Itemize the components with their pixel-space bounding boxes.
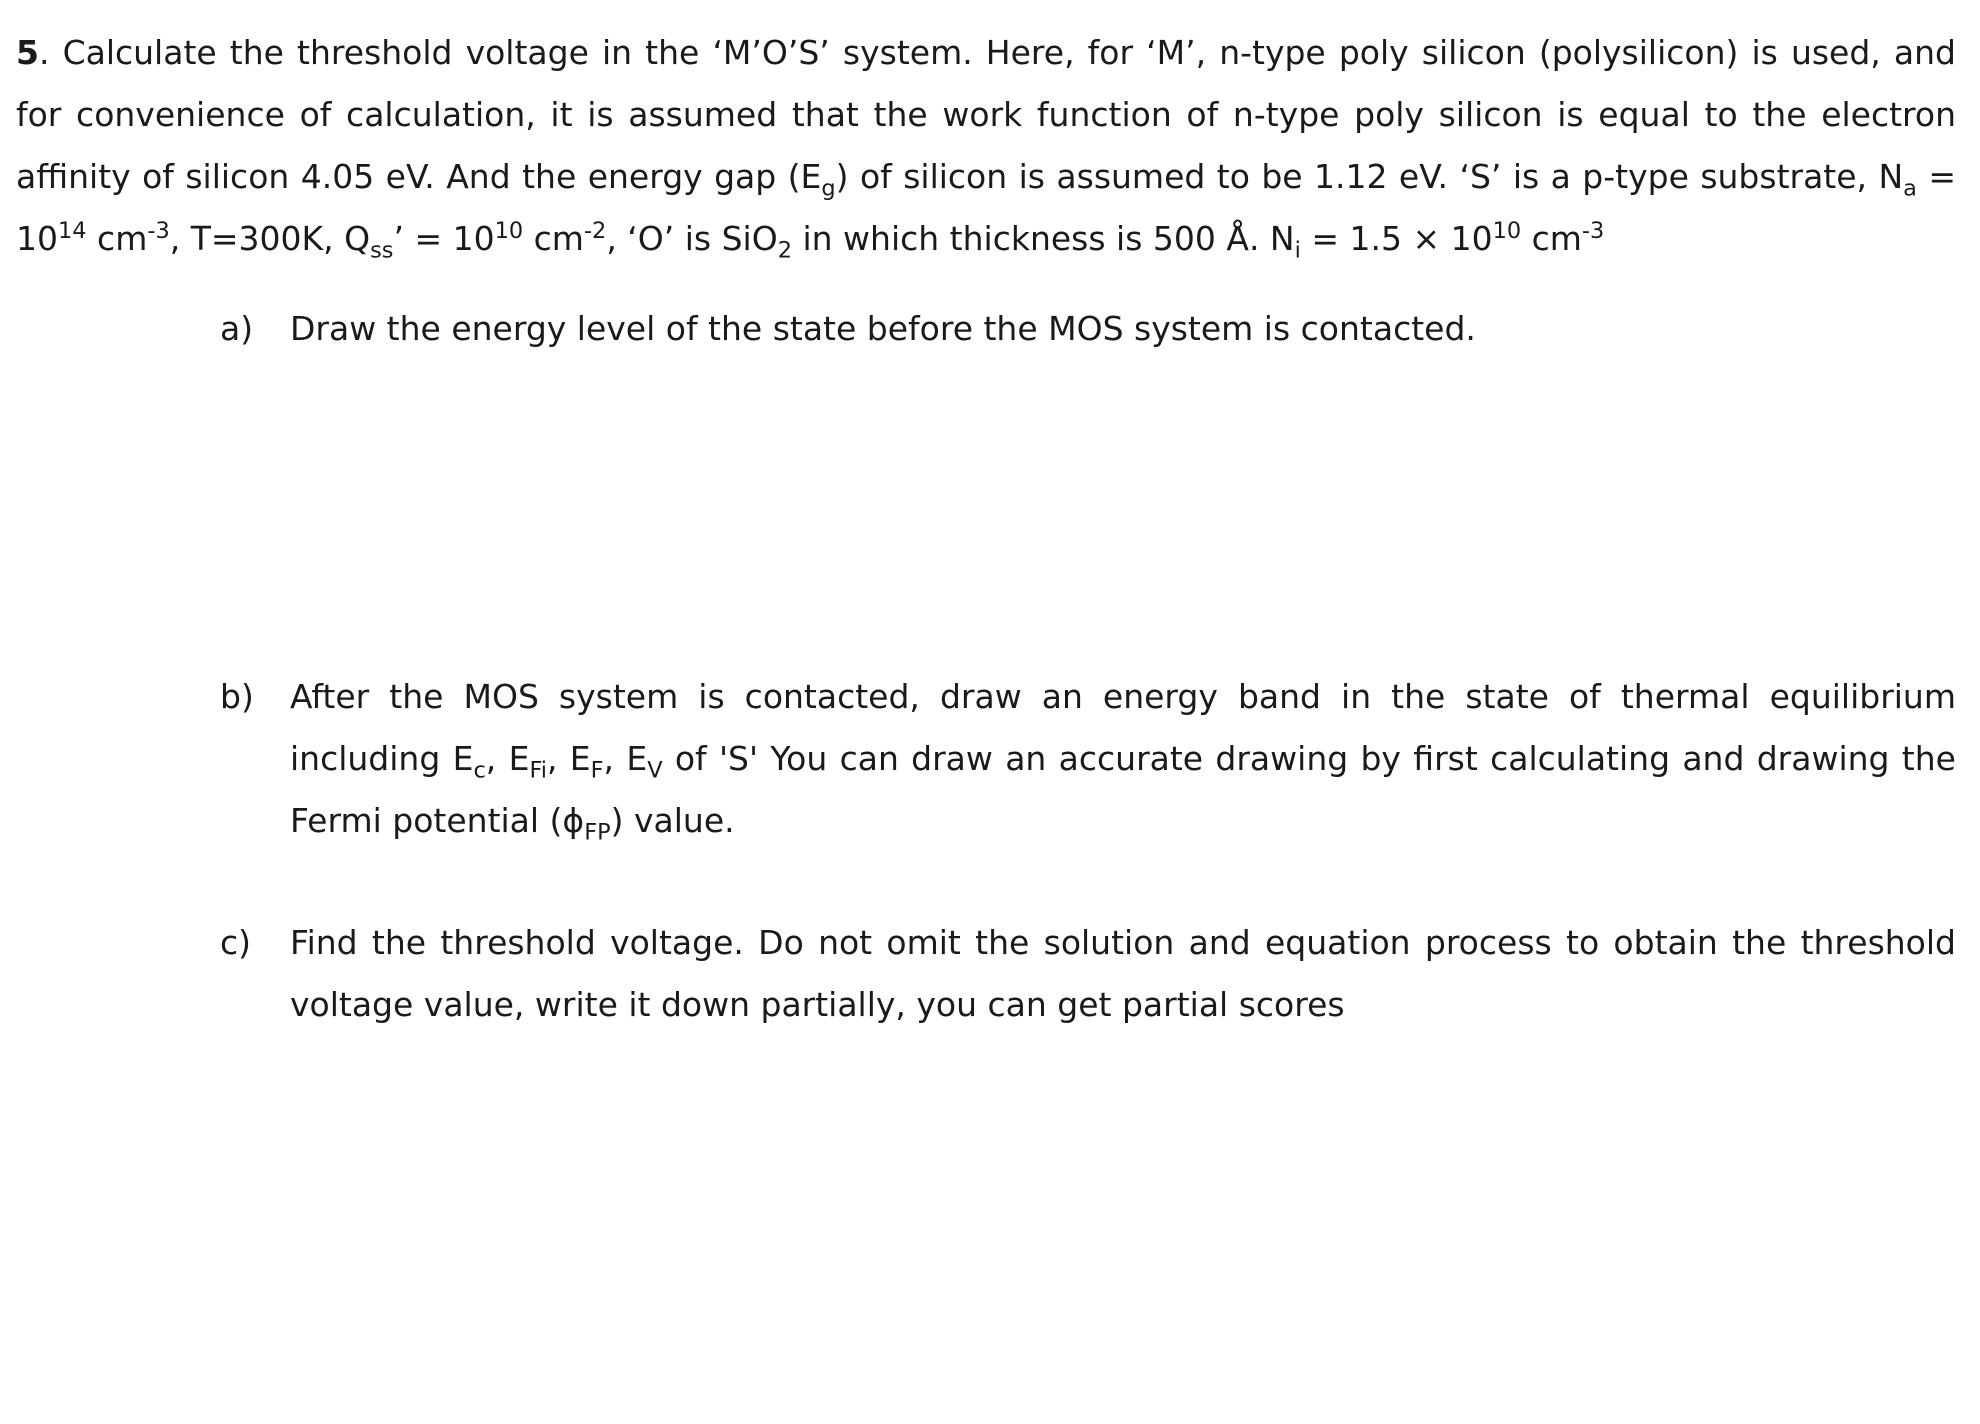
problem-text-part: , ‘O’ is SiO — [606, 219, 778, 258]
sub-question-label: b) — [220, 677, 254, 716]
subscript: F — [590, 757, 604, 784]
problem-text-part: cm — [86, 219, 148, 258]
sub-question-c — [222, 912, 1956, 1036]
sub-question-a — [222, 298, 1956, 360]
sub-question-text — [290, 666, 1956, 852]
subscript: i — [1294, 237, 1301, 264]
subscript: V — [647, 757, 663, 784]
superscript: -3 — [1581, 218, 1605, 244]
subscript: 2 — [777, 237, 792, 264]
problem-text-part: ) of silicon is assumed to be 1.12 eV. ‘S’ is a p-type substrate, N — [835, 157, 1904, 196]
problem-statement — [16, 22, 1956, 270]
subscript: ss — [370, 237, 394, 264]
problem-text-part: in which thickness is 500 Å. N — [791, 219, 1295, 258]
sub-question-label: a) — [220, 309, 254, 348]
sub-question-text: Draw the energy level of the state before the MOS system is contacted. — [290, 309, 1476, 348]
subscript: g — [821, 175, 836, 202]
subscript: c — [473, 757, 486, 784]
text-part: , E — [546, 739, 591, 778]
text-part: After the MOS system is contacted, draw an energy band in the state of thermal equilibrium including E — [290, 677, 1956, 778]
text-part: of 'S' You can draw an accurate drawing by first calculating and drawing the Fermi potential (ϕ — [290, 739, 1956, 840]
problem-text-part: , T=300K, Q — [169, 219, 371, 258]
subscript: FP — [584, 819, 611, 846]
problem-text-part: ’ = 10 — [393, 219, 495, 258]
problem-text-part: = 10 — [16, 157, 1957, 258]
superscript: -3 — [147, 218, 170, 244]
problem-number: 5 — [16, 33, 39, 72]
problem-text-part: cm — [523, 219, 584, 258]
superscript: 14 — [58, 218, 87, 244]
superscript: 10 — [494, 218, 524, 244]
superscript: 10 — [1492, 218, 1522, 244]
problem-text-part: = 1.5 × 10 — [1300, 219, 1493, 258]
sub-question-text: Find the threshold voltage. Do not omit the solution and equation process to obtain the threshold voltage value, write it down partially, you can get partial scores — [290, 923, 1956, 1024]
subscript: Fi — [529, 757, 547, 784]
sub-question-b — [222, 666, 1956, 852]
problem-text-part: cm — [1521, 219, 1582, 258]
sub-question-label: c) — [220, 923, 252, 962]
text-part: ) value. — [610, 801, 735, 840]
text-part: , E — [485, 739, 530, 778]
problem-text-part: . Calculate the threshold voltage in the ‘M’O’S’ system. Here, for ‘M’, n-type poly silicon (polysilicon) is used, and for convenience of calculation, it is assumed that the work function of n-type poly silicon is equal to the electron affinity of silicon 4.05 eV. And the energy gap (E — [16, 33, 1956, 196]
superscript: -2 — [583, 218, 607, 244]
text-part: , E — [603, 739, 648, 778]
subscript: a — [1903, 175, 1917, 202]
